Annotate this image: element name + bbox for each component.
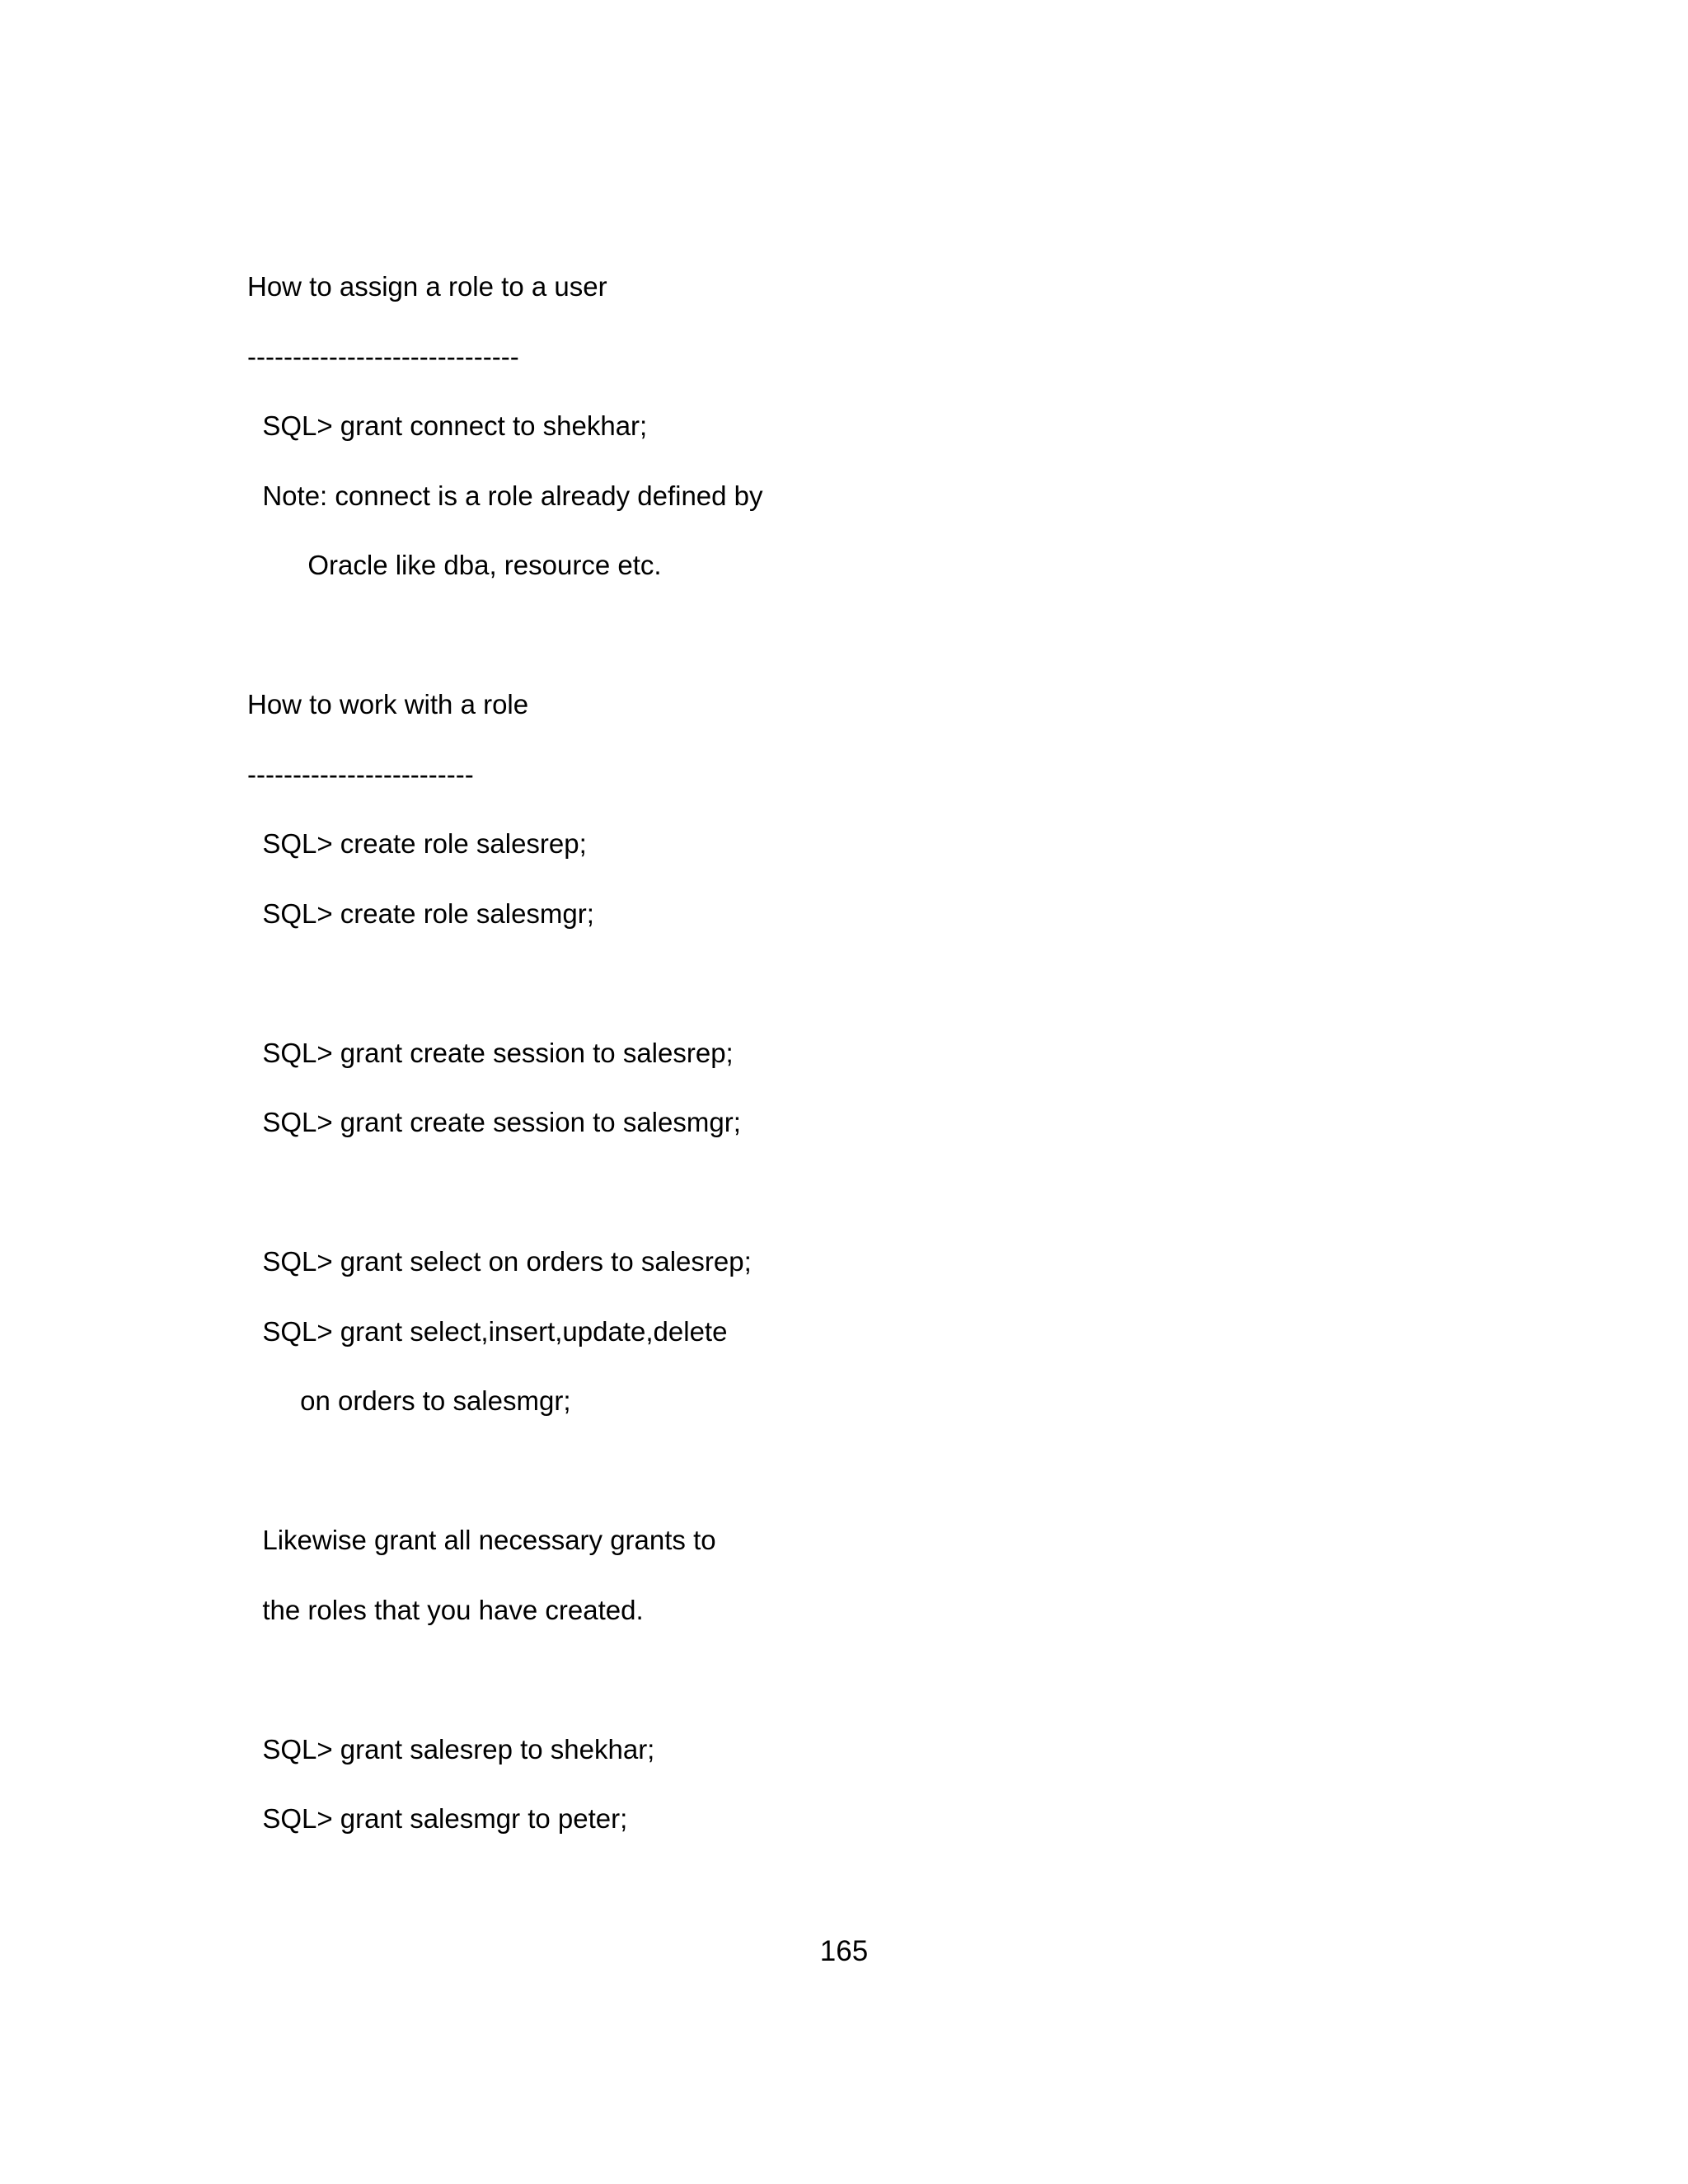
heading-underline: ------------------------- bbox=[247, 759, 474, 790]
code-line: SQL> grant salesrep to shekhar; bbox=[247, 1734, 655, 1765]
heading-underline: ------------------------------ bbox=[247, 341, 519, 372]
code-line: SQL> grant create session to salesrep; bbox=[247, 1038, 734, 1068]
paragraph-line: Likewise grant all necessary grants to bbox=[247, 1525, 716, 1555]
page-number: 165 bbox=[819, 1935, 869, 1967]
section-heading-assign-role: How to assign a role to a user bbox=[247, 271, 607, 302]
section-heading-work-with-role: How to work with a role bbox=[247, 689, 529, 719]
code-line: SQL> grant connect to shekhar; bbox=[247, 410, 648, 441]
code-line: SQL> grant select,insert,update,delete bbox=[247, 1316, 728, 1347]
code-line: on orders to salesmgr; bbox=[247, 1385, 571, 1416]
note-line: Note: connect is a role already defined by bbox=[247, 480, 763, 511]
code-line: SQL> grant create session to salesmgr; bbox=[247, 1107, 741, 1137]
code-line: SQL> create role salesmgr; bbox=[247, 898, 594, 929]
note-line: Oracle like dba, resource etc. bbox=[247, 550, 662, 580]
code-line: SQL> grant salesmgr to peter; bbox=[247, 1803, 628, 1834]
code-line: SQL> grant select on orders to salesrep; bbox=[247, 1246, 752, 1277]
paragraph-line: the roles that you have created. bbox=[247, 1595, 644, 1625]
code-line: SQL> create role salesrep; bbox=[247, 828, 587, 859]
